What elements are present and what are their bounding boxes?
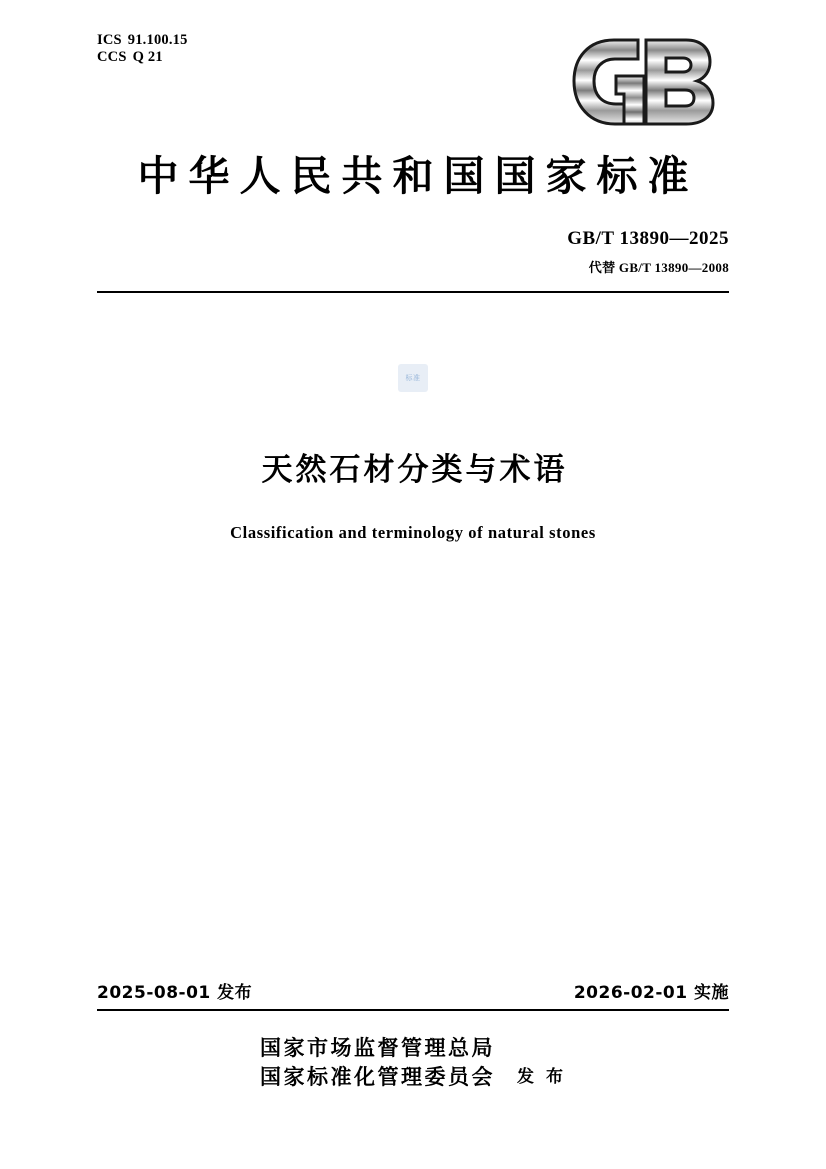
ccs-value: Q 21 (132, 49, 163, 65)
national-standard-title: 中华人民共和国国家标准 (137, 152, 699, 200)
document-title-cn: 天然石材分类与术语 (261, 452, 568, 488)
issuer-line-2: 国家标准化管理委员会 (260, 1065, 496, 1089)
issuing-authorities (0, 1034, 826, 1092)
implementation-date: 2026-02-01 实施 (573, 983, 729, 1003)
issuer-line-1: 国家市场监督管理总局 (260, 1036, 496, 1060)
ccs-code-line (97, 49, 188, 66)
document-title-en: Classification and terminology of natural stones (230, 523, 596, 542)
ics-code-line (97, 32, 188, 49)
standard-number: GB/T 13890—2025 (567, 228, 729, 249)
ccs-label: CCS (97, 49, 127, 65)
divider-top (97, 291, 729, 293)
watermark-emblem-text: 标准 (405, 374, 421, 382)
ics-value: 91.100.15 (127, 32, 188, 48)
classification-codes (97, 32, 188, 66)
issuer-names (260, 1034, 495, 1092)
watermark-emblem-icon (398, 364, 428, 392)
standard-number-block (567, 228, 729, 276)
issue-verb: 发 布 (517, 1067, 566, 1087)
dates-row (97, 978, 729, 1003)
gb-logo-icon (558, 26, 734, 138)
issue-date: 2025-08-01 发布 (97, 983, 253, 1003)
ics-label: ICS (97, 32, 122, 48)
standard-replaces: 代替 GB/T 13890—2008 (588, 260, 729, 275)
divider-bottom (97, 1009, 729, 1011)
